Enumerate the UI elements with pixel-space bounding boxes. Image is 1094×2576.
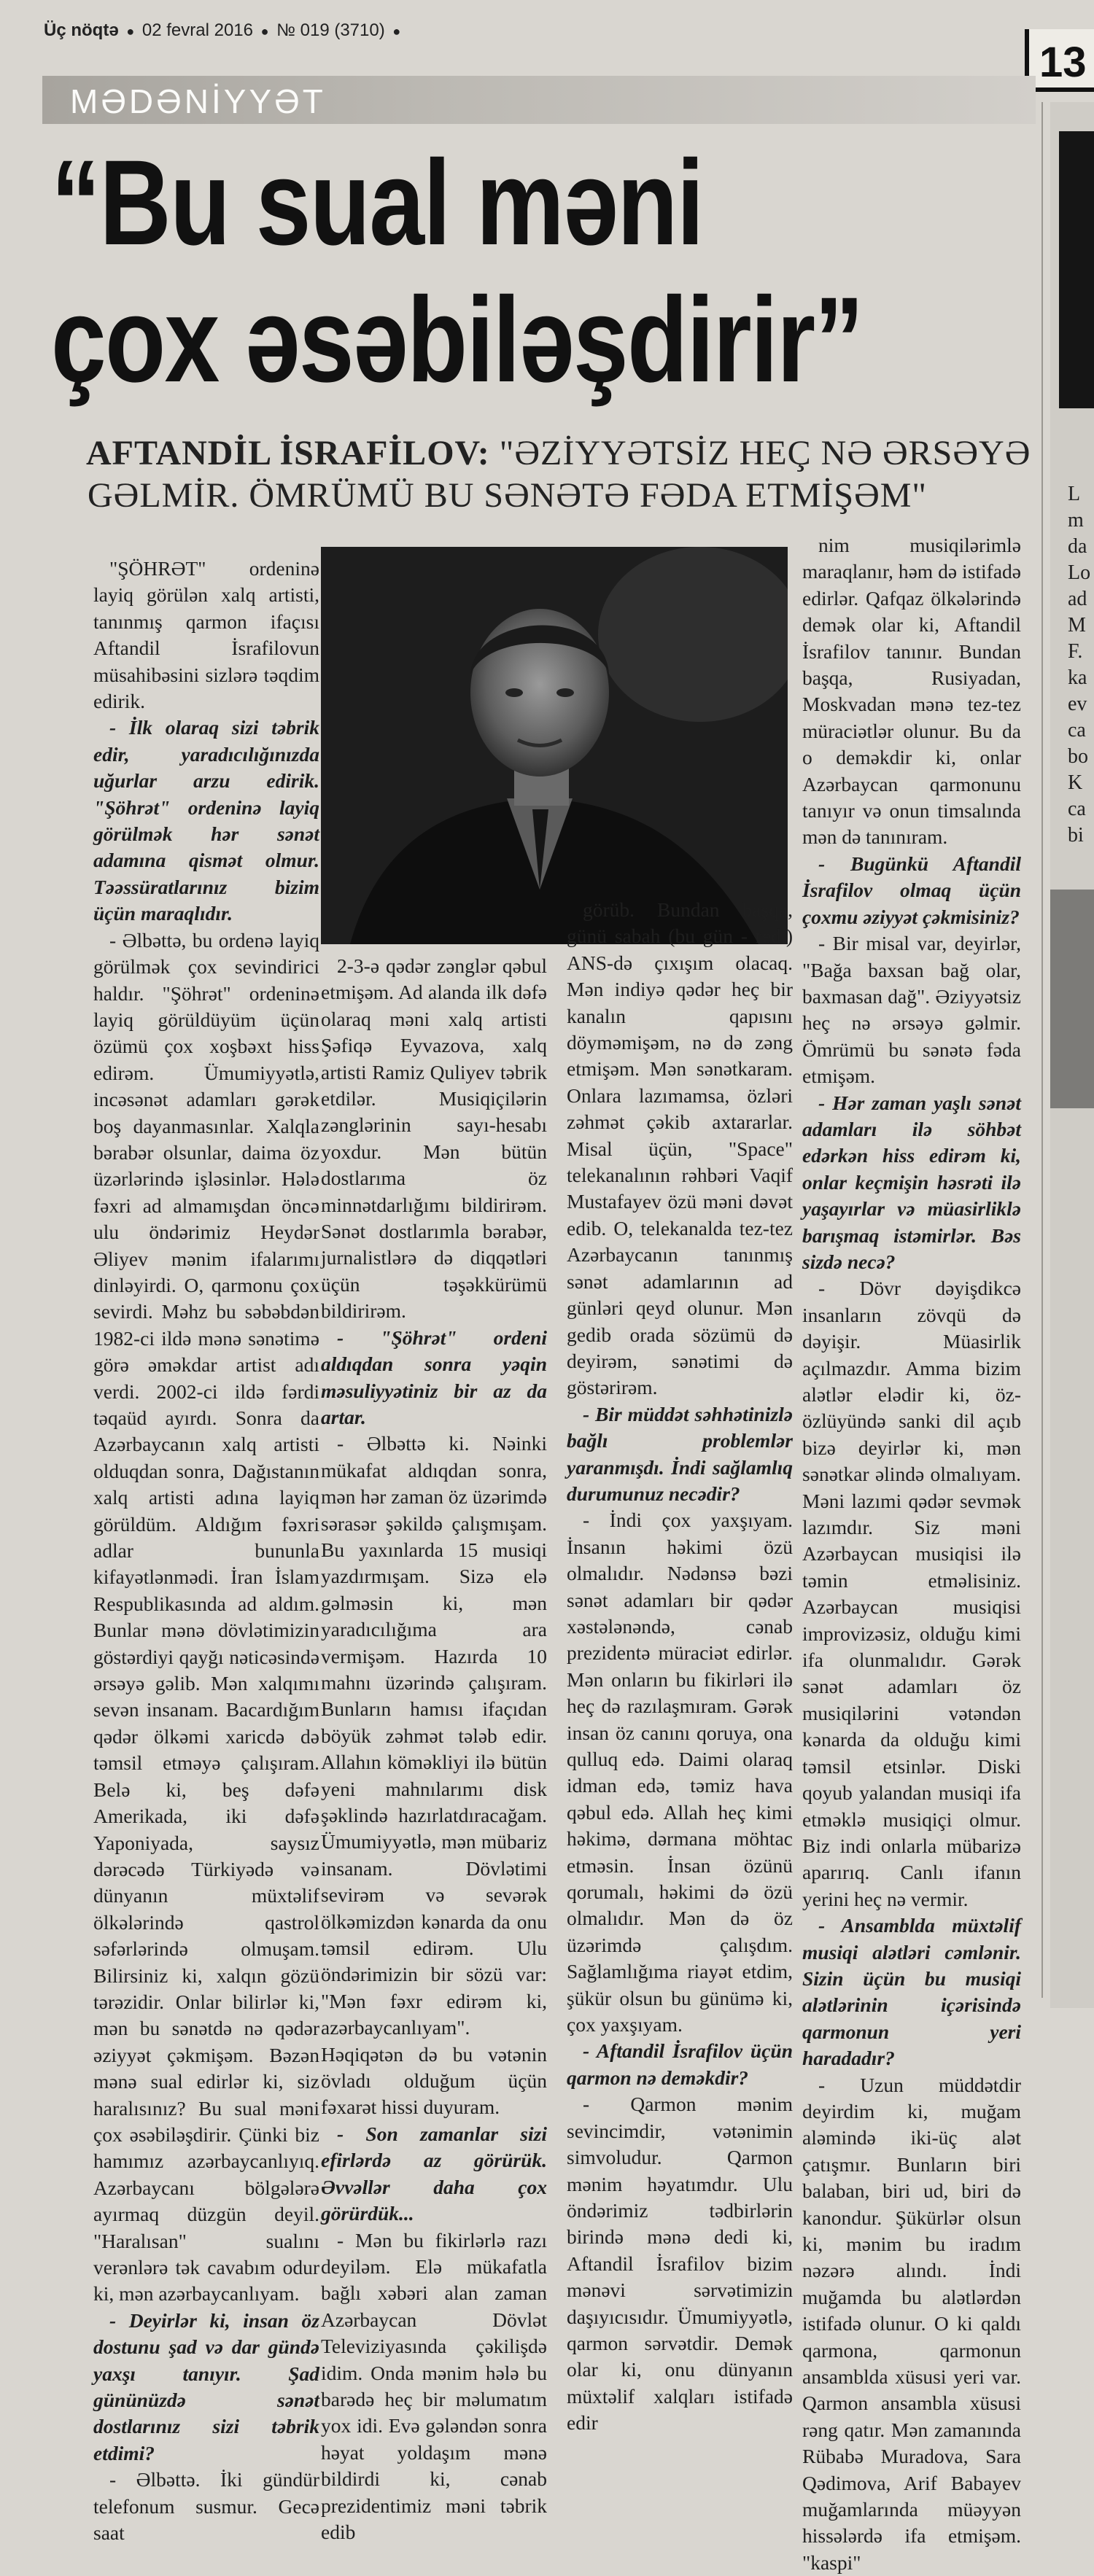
article-paragraph: - İndi çox yaxşıyam. İnsanın həkimi özü olmalıdır. Nədənsə bəzi sənət adamları bir qədər xəstələnəndə, cənab prezidentə müraciət edirlər. Mən onların bu fikirləri ilə heç də razılaşmıram. Gərək insan öz canını qoruya, ona qulluq edə. Daimi olaraq idman edə, təmiz hava qəbul edə. Allah heç kimi həkimə, dərmana möhtac etməsin. İnsan özünü qorumalı, həkimi də özü olmalıdır. Mən də öz üzərimdə çalışdım. Sağlamlığıma riayət etdim, şükür olsun bu günümə ki, çox yaxşıyam. (567, 1509, 793, 2036)
interview-question: - Ansamblda müxtəlif musiqi alətləri cəmlənir. Sizin üçün bu musiqi alətlərinin içərisində qarmonun yeri haradadır? (802, 1914, 1021, 2070)
article-paragraph: - Mən bu fikirlərlə razı deyiləm. Elə mükafatla bağlı xəbəri alan zaman Azərbaycan Dövlət Televiziyasında çəkilişdə idim. Onda mənim hələ bu barədə heç bir məlumatım yox idi. Evə gələndən sonra həyat yoldaşım mənə bildirdi ki, cənab prezidentimiz məni təbrik edib (321, 2228, 547, 2543)
bullet-icon: ● (126, 24, 135, 39)
interview-question: - "Şöhrət" ordeni aldıqdan sonra yəqin məsuliyyətiniz bir az da artar. (321, 1326, 547, 1428)
adjacent-text-fragment: L (1068, 483, 1081, 505)
article-paragraph: - Uzun müddətdir deyirdim ki, muğam aləmində iki-üç alət çatışmır. Bunların biri balaban, biri ud, biri də kanondur. Şükürlər olsun ki, mənim bu iradım nəzərə alındı. İndi muğamda bu alətlərdən istifadə olunur. O ki qaldı qarmona, qarmonun ansamblda xüsusi yeri var. Qarmon ansambla xüsusi rəng qatır. Mən zamanında Rübabə Muradova, Sara Qədimova, Arif Babayev muğamlarında müəyyən hissələrdə ifa etmişəm. "kaspi" (802, 2073, 1021, 2574)
adjacent-text-fragment: Lo (1068, 561, 1091, 584)
bullet-icon: ● (392, 24, 401, 39)
subheadline-line-2: GƏLMİR. ÖMRÜMÜ BU SƏNƏTƏ FƏDA ETMİŞƏM" (88, 476, 928, 515)
article-paragraph: - Əlbəttə. İki gündür telefonum susmur. Gecə saat (93, 2468, 319, 2545)
adjacent-text-fragment: bo (1068, 745, 1088, 768)
subheadline-line-1 (86, 433, 1031, 473)
article-paragraph: görüb. Bundan başqa, günü sabah (bu gün - red.) ANS-də çıxışım olacaq. Mən indiyə qədər heç bir kanalın qapısını döyməmişəm, nə də zəng etmişəm. Mən sənətkaram. Onlara lazımamsa, özləri zəhmət çəkib axtararlar. Misal üçün, "Space" telekanalının rəhbəri Vaqif Mustafayev özü məni dəvət edib. O, telekanalda tez-tez Azərbaycanın tanınmış sənət adamlarının ad günləri qeyd olunur. Mən gedib orada sözümü də deyirəm, sənətimi də göstərirəm. (567, 898, 793, 1399)
article-column-3 (567, 897, 793, 2437)
page-number: 13 (1039, 39, 1087, 86)
article-paragraph: "ŞÖHRƏT" ordeninə layiq görülən xalq artisti, tanınmış qarmon ifaçısı Aftandil İsrafilovun müsahibəsini sizlərə təqdim edirik. (93, 557, 319, 713)
interviewee-name: AFTANDİL İSRAFİLOV: (86, 434, 490, 472)
article-paragraph: 2-3-ə qədər zənglər qəbul etmişəm. Ad alanda ilk dəfə olaraq məni xalq artisti Şəfiqə Eyvazova, xalq artisti Ramiz Quliyev təbrik etdilər. Musiqiçilərin zənglərinin sayı-hesabı yoxdur. Mən bütün dostlarıma öz minnətdarlığımı bildirirəm. Sənət dostlarımla bərabər, jurnalistlərə də diqqətləri üçün təşəkkürümü bildirirəm. (321, 954, 547, 1323)
headline-line-1: “Bu sual məni (51, 136, 703, 271)
subheadline-quote-part-1: "ƏZİYYƏTSİZ HEÇ NƏ ƏRSƏYƏ (489, 434, 1031, 472)
article-paragraph: - Əlbəttə ki. Nəinki mükafat aldıqdan sonra, mən hər zaman öz üzərimdə sərasər şəkildə çalışmışam. Bu yaxınlarda 15 musiqi yazdırmışam. Sizə elə gəlməsin ki, mən yaradıcılığıma ara vermişəm. Hazırda 10 mahnı üzərində çalışıram. Bunların hamısı ifaçıdan böyük zəhmət tələb edir. Allahın köməkliyi ilə bütün yeni mahnılarımı disk şəklində hazırlatdıracağam. Ümumiyyətlə, mən mübariz insanam. Dövlətimi sevirəm və sevərək ölkəmizdən kənarda da onu təmsil edirəm. Ulu öndərimizin bir sözü var: "Mən fəxr edirəm ki, azərbaycanlıyam". Həqiqətən də bu vətənin övladı olduğum üçün fəxarət hissi duyuram. (321, 1432, 547, 2119)
interview-question: - Bir müddət səhhətinizlə bağlı problemlər yaranmışdı. İndi sağlamlıq durumunuz necədir? (567, 1402, 793, 1505)
adjacent-page-edge (1050, 102, 1094, 2008)
adjacent-text-fragment: F. (1068, 640, 1083, 663)
adjacent-text-fragment: K (1068, 771, 1083, 794)
newspaper-name: Üç nöqtə (44, 20, 119, 40)
bullet-icon: ● (260, 24, 269, 39)
interview-question: - Deyirlər ki, insan öz dostunu şad və dar gündə yaxşı tanıyır. Şad gününüzdə sənət dostlarınız sizi təbrik etdimi? (93, 2308, 319, 2464)
adjacent-dark-block (1059, 131, 1094, 408)
adjacent-text-fragment: ad (1068, 588, 1087, 610)
column-divider (1041, 102, 1043, 1998)
interview-question: - Bugünkü Aftandil İsrafilov olmaq üçün çoxmu əziyyət çəkmisiniz? (802, 852, 1021, 928)
article-paragraph: - Dövr dəyişdikcə insanların zövqü də dəyişir. Müasirlik açılmazdır. Amma bizim alətlər elədir ki, öz-özlüyündə sanki dil açıb bizə deyirlər ki, mən sənətkar əlində olmalıyam. Məni lazımi qədər sevmək lazımdır. Siz məni Azərbaycan musiqisi ilə təmin etməlisiniz. Azərbaycan musiqisi improvizəsiz, olduğu kimi ifa olunmalıdır. Gərək sənət adamları öz musiqilərini vətəndən kənarda da olduğu kimi təmsil etsinlər. Diski qoyub yalandan musiqi ifa etməklə musiqiçi olmur. Biz indi onlarla mübarizə aparırıq. Canlı ifanın yerini heç nə vermir. (802, 1277, 1021, 1910)
adjacent-text-fragment: ca (1068, 798, 1086, 820)
interview-question: - Son zamanlar sizi efirlərdə az görürük. Əvvəllər daha çox görürdük... (321, 2122, 547, 2225)
article-paragraph: - Bir misal var, deyirlər, "Bağa baxsan bağ olar, baxmasan dağ". Əziyyətsiz heç nə ərsəyə gəlmir. Ömrümü bu sənətə fəda etmişəm. (802, 932, 1021, 1088)
adjacent-text-fragments (1068, 481, 1094, 849)
adjacent-text-fragment: da (1068, 535, 1087, 558)
adjacent-text-fragment: ca (1068, 719, 1086, 742)
section-label: MƏDƏNİYYƏT (70, 82, 326, 120)
adjacent-text-fragment: ev (1068, 693, 1087, 715)
issue-number: № 019 (3710) (276, 20, 385, 40)
issue-date: 02 fevral 2016 (141, 20, 253, 40)
article-paragraph: - Qarmon mənim sevincimdir, vətənimin simvoludur. Qarmon mənim həyatımdır. Ulu öndərimiz tədbirlərin birində mənə dedi ki, Aftandil İsrafilov bizim mənəvi sərvətimizin daşıyıcısıdır. Ümumiyyətlə, qarmon sərvətdir. Demək olar ki, onu dünyanın müxtəlif xalqları istifadə edir (567, 2093, 793, 2435)
adjacent-text-fragment: bi (1068, 824, 1084, 847)
article-paragraph: nim musiqilərimlə maraqlanır, həm də istifadə edirlər. Qafqaz ölkələrində demək olar ki, Aftandil İsrafilov tanınır. Bundan başqa, Rusiyadan, Moskvadan mənə tez-tez müraciətlər olunur. Bu da o deməkdir ki, onlar Azərbaycan qarmonunu tanıyır və onun timsalında mən də tanınıram. (802, 534, 1021, 849)
article-paragraph: - Əlbəttə, bu ordenə layiq görülmək çox sevindirici haldır. "Şöhrət" ordeninə layiq görüldüyüm üçün özümü çox xoşbəxt hiss edirəm. Ümumiyyətlə, incəsənət adamları gərək boş dayanmasınlar. Xalqla bərabər olsunlar, daima öz üzərlərində işləsinlər. Hələ fəxri ad almamışdan öncə ulu öndərimiz Heydər Əliyev mənim ifalarımı dinləyirdi. O, qarmonu çox sevirdi. Məhz bu səbəbdən 1982-ci ildə mənə sənətimə görə əməkdar artist adı verdi. 2002-ci ildə fərdi təqaüd ayırdı. Sonra da Azərbaycanın xalq artisti olduqdan sonra, Dağıstanın xalq artisti adına layiq görüldüm. Aldığım fəxri adlar bununla kifayətlənmədi. İran İslam Respublikasında ad aldım. Bunlar mənə dövlətimizin göstərdiyi qayğı nəticəsində ərsəyə gəlib. Mən xalqımı sevən insanam. Bacardığım qədər ölkəmi xaricdə də təmsil etməyə çalışıram. Belə ki, beş dəfə Amerikada, iki dəfə Yaponiyada, saysız dərəcədə Türkiyədə və dünyanın müxtəlif ölkələrində qastrol səfərlərində olmuşam. Bilirsiniz ki, xalqın gözü tərəzidir. Onlar bilirlər ki, mən bu sənətdə nə qədər əziyyət çəkmişəm. Bəzən mənə sual edirlər ki, siz haralısınız? Bu sual məni çox əsəbiləşdirir. Çünki biz hamımız azərbaycanlıyıq. Azərbaycanı bölgələrə ayırmaq düzgün deyil. "Haralısan" sualını verənlərə tək cavabım odur ki, mən azərbaycanlıyam. (93, 928, 319, 2305)
article-column-1 (93, 556, 319, 2546)
masthead (44, 20, 403, 41)
adjacent-text-fragment: m (1068, 509, 1084, 532)
adjacent-text-fragment: ka (1068, 666, 1087, 689)
interview-question: - Hər zaman yaşlı sənət adamları ilə söhbət edərkən hiss edirəm ki, onlar keçmişin həsrəti ilə yaşayırlar və müasirliklə barışmaq istəmirlər. Bəs sizdə necə? (802, 1091, 1021, 1273)
headline-line-2: çox əsəbiləşdirir” (51, 273, 863, 408)
portrait-illustration (321, 547, 788, 944)
article-column-4 (802, 532, 1021, 2576)
adjacent-photo (1050, 890, 1094, 1108)
interview-question: - Aftandil İsrafilov üçün qarmon nə deməkdir? (567, 2039, 793, 2089)
portrait-photo (321, 547, 788, 944)
article-column-2 (321, 953, 547, 2545)
interview-question: - İlk olaraq sizi təbrik edir, yaradıcılığınızda uğurlar arzu edirik. "Şöhrət" ordeninə layiq görülmək hər sənət adamına qismət olmur. Təəssüratlarınız bizim üçün maraqlıdır. (93, 716, 319, 925)
adjacent-text-fragment: M (1068, 614, 1086, 637)
